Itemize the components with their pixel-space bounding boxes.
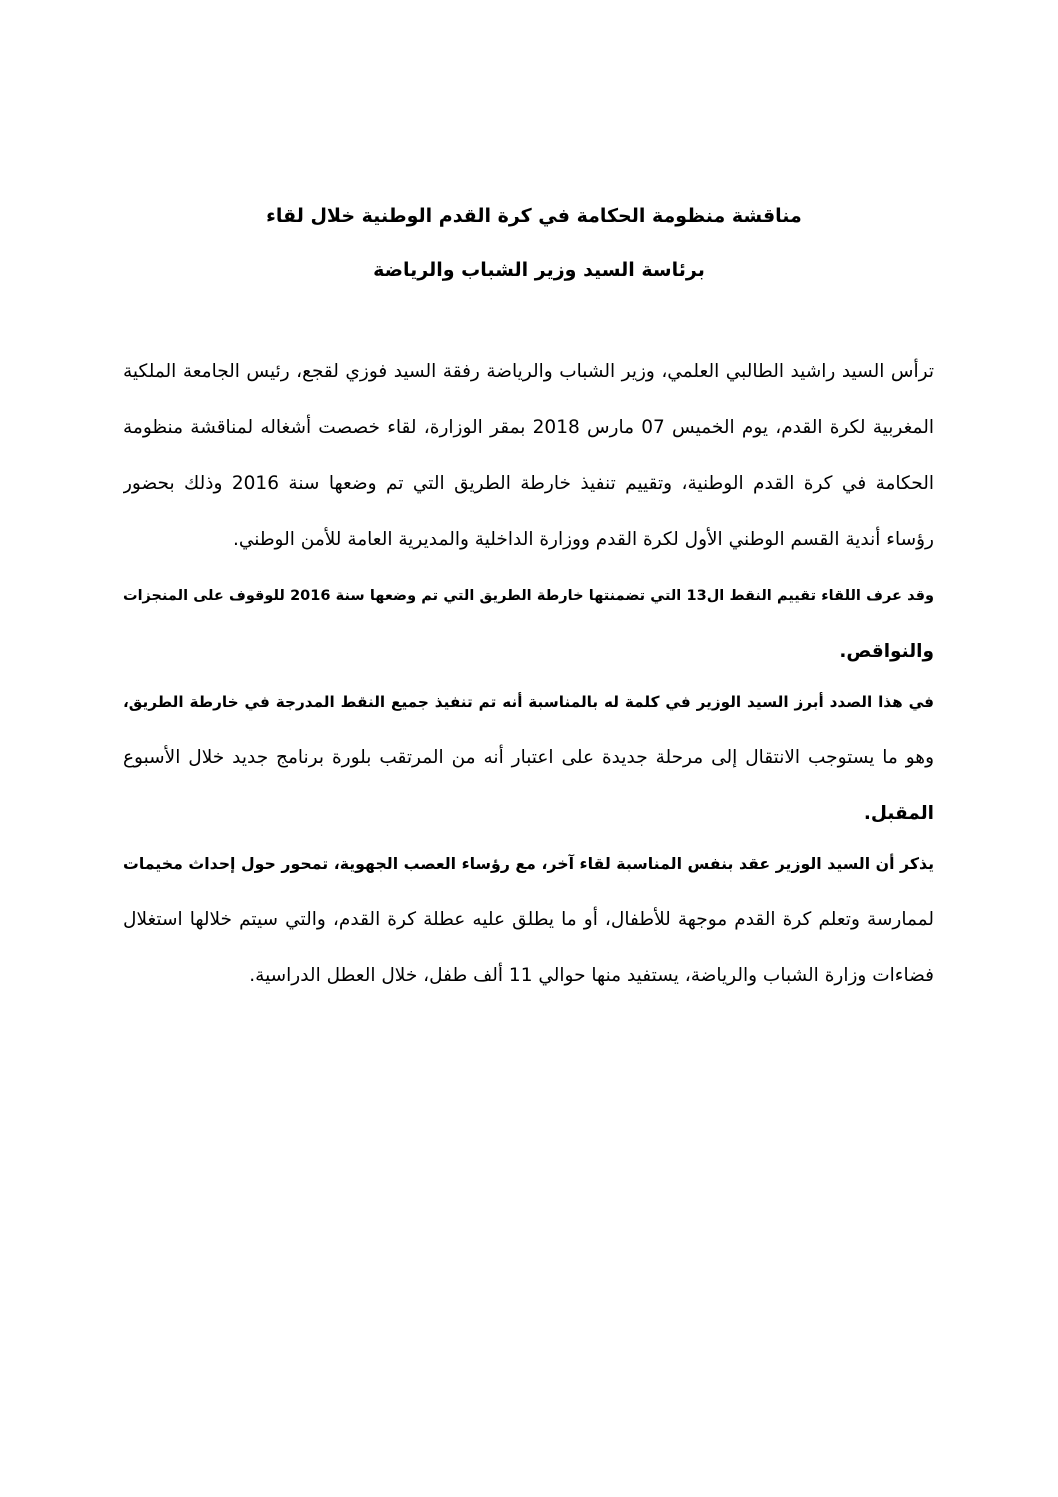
- paragraph-2-line-1: وقد عرف اللقاء تقييم النقط ال13 التي تضمنتها خارطة الطريق التي تم وضعها سنة 2016 للوقوف على المنجزات: [123, 588, 934, 604]
- paragraph-3-line-1: في هذا الصدد أبرز السيد الوزير في كلمة له بالمناسبة أنه تم تنفيذ جميع النقط المدرجة في خارطة الطريق،: [123, 693, 934, 711]
- paragraph-4-line-3: فضاءات وزارة الشباب والرياضة، يستفيد منها حوالي 11 ألف طفل، خلال العطل الدراسية.: [249, 965, 934, 986]
- paragraph-4-line-1: يذكر أن السيد الوزير عقد بنفس المناسبة لقاء آخر، مع رؤساء العصب الجهوية، تمحور حول إحداث مخيمات: [123, 854, 934, 873]
- paragraph-1-line-1: ترأس السيد راشيد الطالبي العلمي، وزير الشباب والرياضة رفقة السيد فوزي لقجع، رئيس الجامعة الملكية: [123, 361, 934, 382]
- document-title-line-1: مناقشة منظومة الحكامة في كرة القدم الوطنية خلال لقاء: [266, 205, 802, 227]
- paragraph-4-line-2: لممارسة وتعلم كرة القدم موجهة للأطفال، أو ما يطلق عليه عطلة كرة القدم، والتي سيتم خلالها استغلال: [123, 909, 934, 930]
- paragraph-1-line-4: رؤساء أندية القسم الوطني الأول لكرة القدم ووزارة الداخلية والمديرية العامة للأمن الوطني.: [232, 529, 934, 550]
- paragraph-3-line-2: وهو ما يستوجب الانتقال إلى مرحلة جديدة على اعتبار أنه من المرتقب بلورة برنامج جديد خلال الأسبوع: [123, 747, 934, 768]
- paragraph-3-line-3: المقبل.: [863, 803, 934, 824]
- paragraph-1-line-2: المغربية لكرة القدم، يوم الخميس 07 مارس 2018 بمقر الوزارة، لقاء خصصت أشغاله لمناقشة منظومة: [123, 417, 934, 438]
- paragraph-1-line-3: الحكامة في كرة القدم الوطنية، وتقييم تنفيذ خارطة الطريق التي تم وضعها سنة 2016 وذلك بحضور: [123, 473, 934, 494]
- paragraph-2-line-2: والنواقص.: [839, 641, 934, 662]
- document-title-line-2: برئاسة السيد وزير الشباب والرياضة: [373, 259, 705, 281]
